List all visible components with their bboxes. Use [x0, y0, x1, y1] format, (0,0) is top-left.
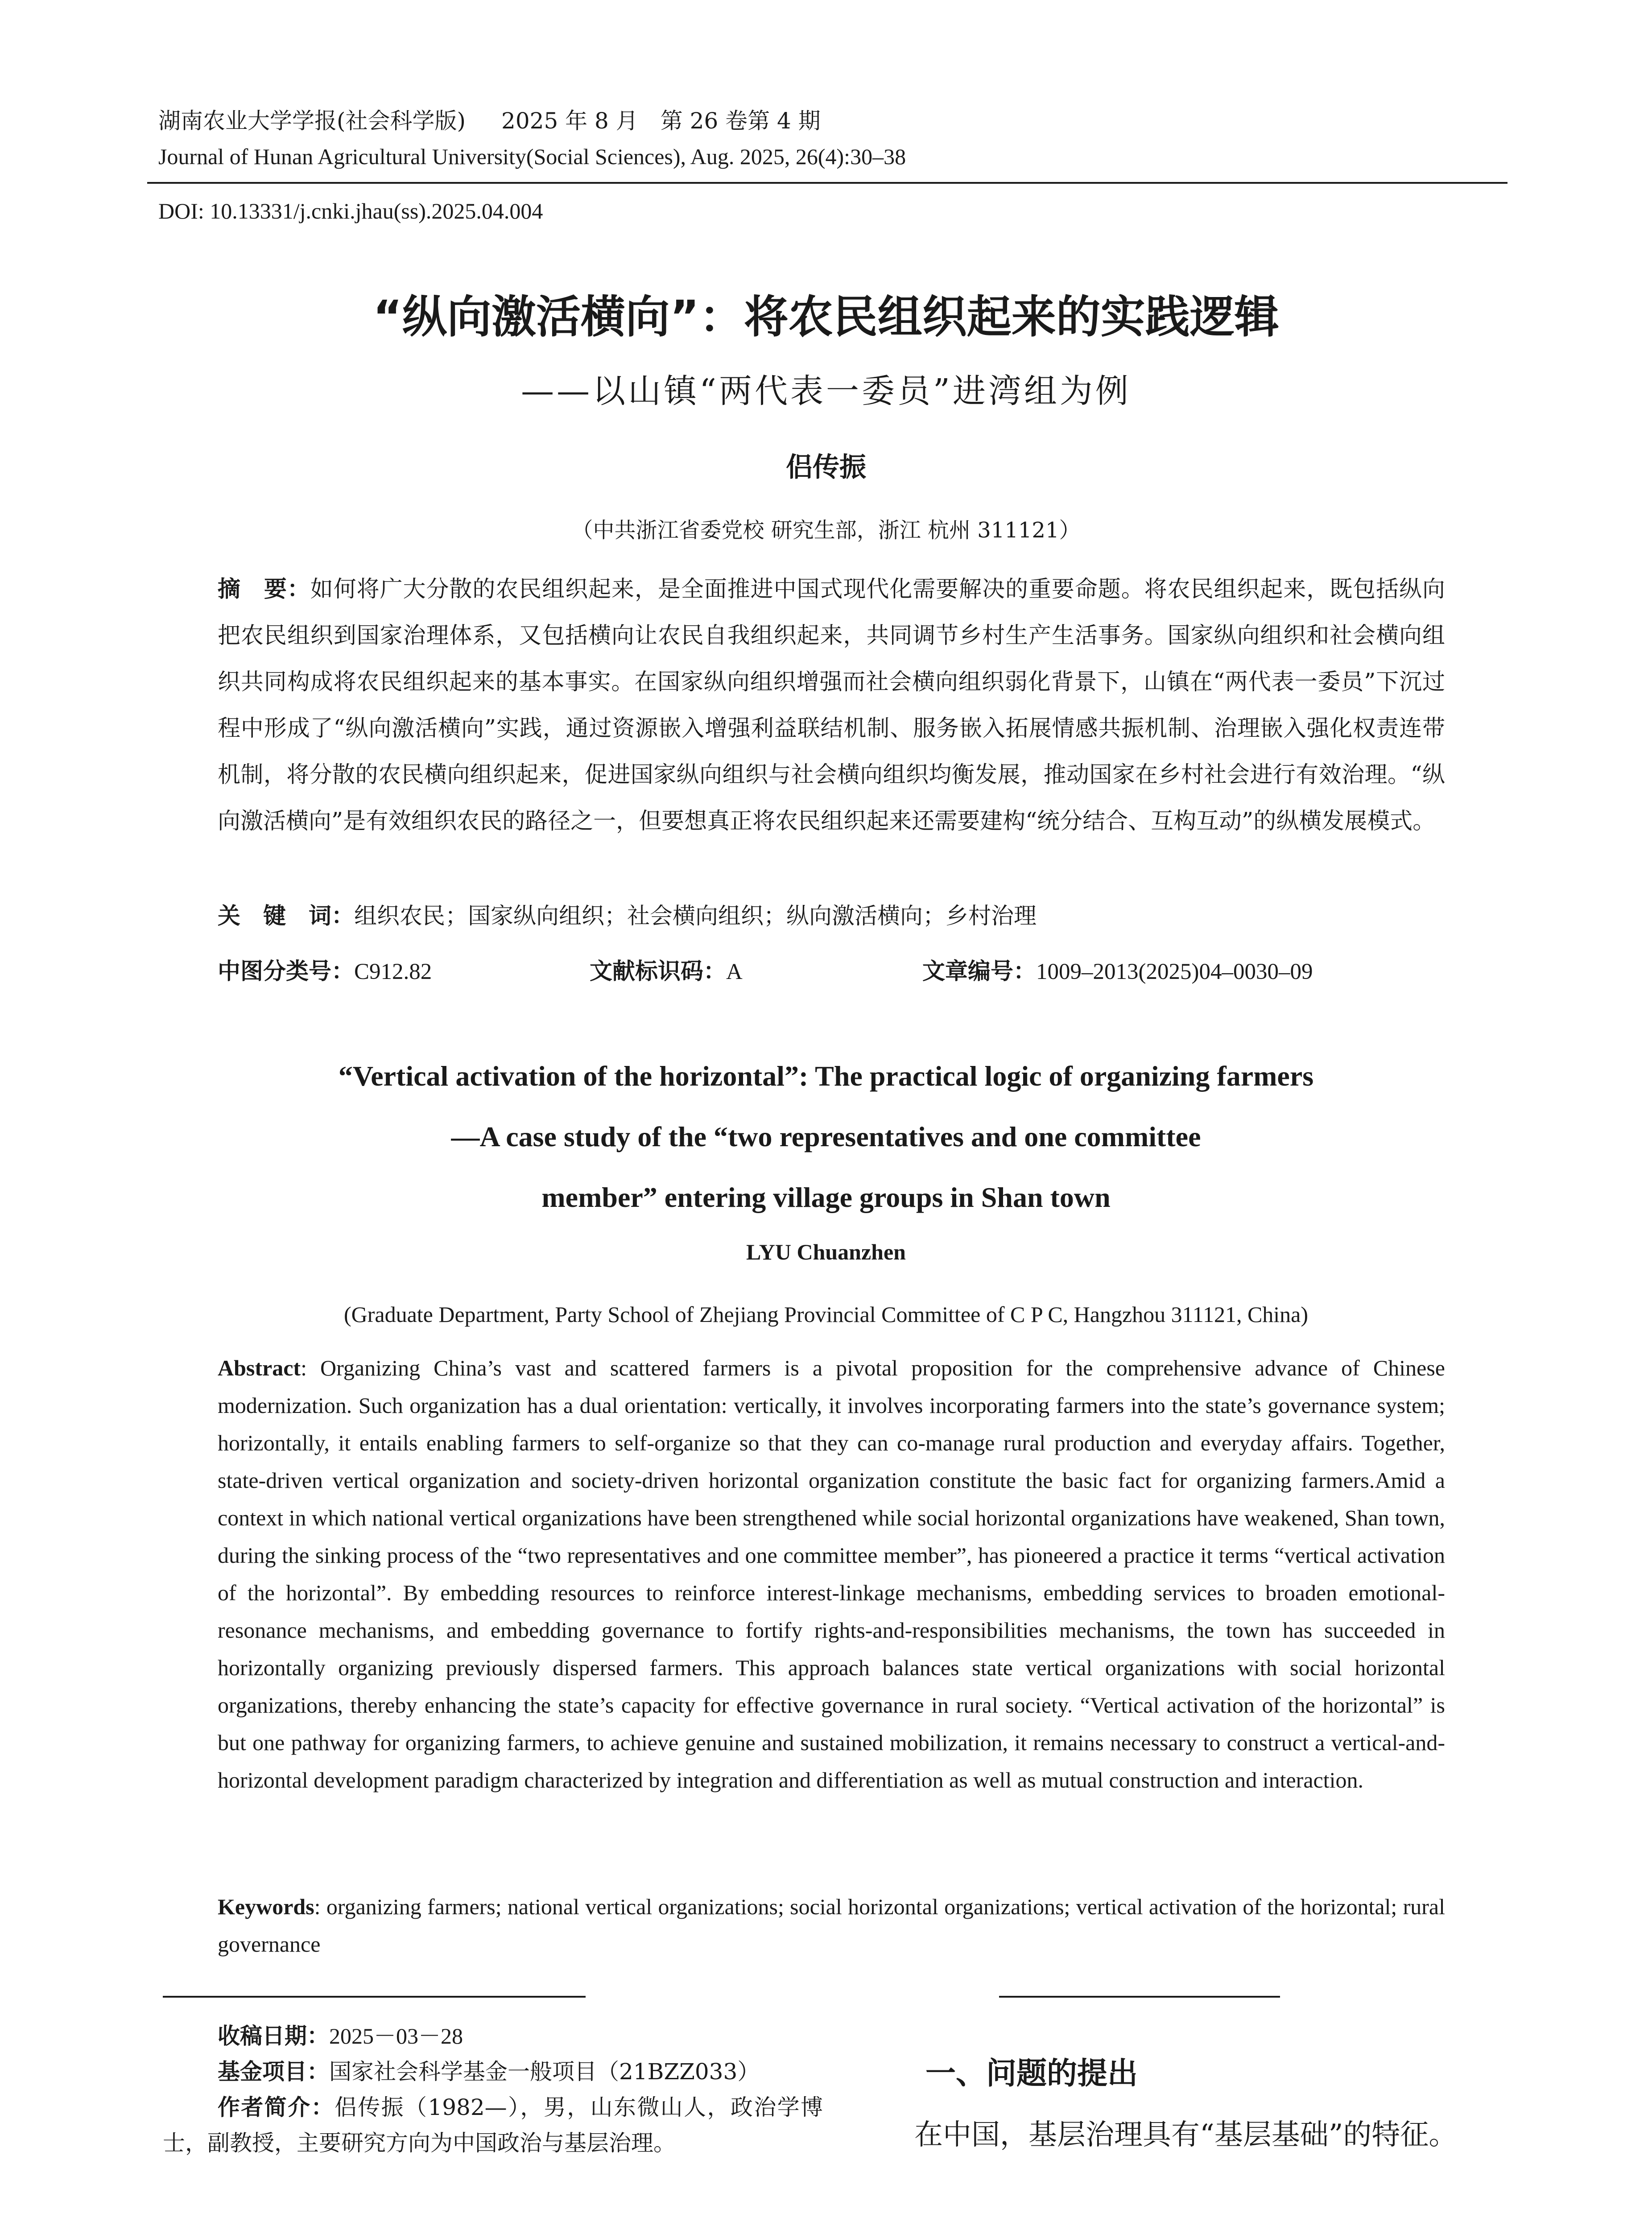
section1-first-line: 在中国，基层治理具有“基层基础”的特征。: [914, 2118, 1458, 2152]
title-en-line1: “Vertical activation of the horizontal”: The practical logic of organizing farmers: [338, 1060, 1314, 1092]
header-rule: [147, 182, 1507, 184]
abstract-en: [218, 1349, 1445, 1799]
journal-name-en: Journal of Hunan Agricultural University(Social Sciences), Aug. 2025, 26(4):30–38: [158, 144, 906, 169]
author-en: LYU Chuanzhen: [746, 1239, 906, 1264]
doc-label: 文献标识码：: [590, 958, 727, 985]
clc-label: 中图分类号：: [218, 958, 355, 985]
art-value: 1009–2013(2025)04–0030–09: [1036, 959, 1313, 984]
clc-value: C912.82: [354, 959, 432, 984]
document-code: [590, 953, 743, 986]
section-heading-1: 一、问题的提出: [925, 2056, 1138, 2091]
keywords-cn: [218, 897, 1037, 930]
journal-header-cn: [158, 106, 821, 136]
section-rule: [999, 1996, 1280, 1998]
keywords-cn-text: 组织农民；国家纵向组织；社会横向组织；纵向激活横向；乡村治理: [354, 903, 1037, 929]
abstract-cn-text: 如何将广大分散的农民组织起来，是全面推进中国式现代化需要解决的重要命题。将农民组织起来，既包括纵向把农民组织到国家治理体系，又包括横向让农民自我组织起来，共同调节乡村生产生活事务。国家纵向组织和社会横向组织共同构成将农民组织起来的基本事实。在国家纵向组织增强而社会横向组织弱化背景下，山镇在“两代表一委员”下沉过程中形成了“纵向激活横向”实践，通过资源嵌入增强利益联结机制、服务嵌入拓展情感共振机制、治理嵌入强化权责连带机制，将分散的农民横向组织起来，促进国家纵向组织与社会横向组织均衡发展，推动国家在乡村社会进行有效治理。“纵向激活横向”是有效组织农民的路径之一，但要想真正将农民组织起来还需要建构“统分结合、互构互动”的纵横发展模式。: [218, 576, 1445, 834]
keywords-cn-label: 关 键 词：: [218, 903, 355, 929]
affiliation-cn: （中共浙江省委党校 研究生部，浙江 杭州 311121）: [571, 518, 1081, 543]
clc-number: [218, 953, 432, 986]
paper-title-en: [0, 1046, 1652, 1228]
affiliation-en: (Graduate Department, Party School of Zhejiang Provincial Committee of C P C, Hangzhou 311121, China): [343, 1302, 1309, 1327]
fund-project: [218, 2054, 760, 2090]
keywords-en-text: : organizing farmers; national vertical organizations; social horizontal organizations; vertical activation of the horizontal; rural governance: [218, 1894, 1445, 1957]
paper-title-cn: “纵向激活横向”：将农民组织起来的实践逻辑: [373, 291, 1279, 343]
doc-value: A: [726, 959, 743, 984]
abstract-cn: [218, 566, 1445, 845]
journal-name-cn: 湖南农业大学学报(社会科学版): [158, 108, 466, 134]
keywords-en: [218, 1888, 1445, 1963]
fund-value: 国家社会科学基金一般项目（21BZZ033）: [329, 2059, 760, 2085]
art-label: 文章编号：: [922, 958, 1037, 985]
keywords-en-label: Keywords: [218, 1894, 314, 1919]
received-date: [218, 2018, 463, 2054]
bio-label: 作者简介：: [218, 2094, 335, 2120]
author-cn: 侣传振: [786, 452, 866, 483]
bio-value: 侣传振（1982—），男，山东微山人，政治学博士，副教授，主要研究方向为中国政治与基层治理。: [163, 2094, 823, 2156]
footnote-rule: [163, 1996, 586, 1998]
abstract-en-text: : Organizing China’s vast and scattered farmers is a pivotal proposition for the comprehensive advance of Chinese modernization. Such organization has a dual orientation: vertically, it involves incorporating farmers into the state’s governance system; horizontally, it entails enabling farmers to self-organize so that they can co-manage rural production and everyday affairs. Together, state-driven vertical organization and society-driven horizontal organization constitute the basic fact for organizing farmers.Amid a context in which national vertical organizations have been strengthened while social horizontal organizations have weakened, Shan town, during the sinking process of the “two representatives and one committee member”, has pioneered a practice it terms “vertical activation of the horizontal”. By embedding resources to reinforce interest-linkage mechanisms, embedding services to broaden emotional-resonance mechanisms, and embedding governance to fortify rights-and-responsibilities mechanisms, the town has succeeded in horizontally organizing previously dispersed farmers. This approach balances state vertical organizations with social horizontal organizations, thereby enhancing the state’s capacity for effective governance in rural society. “Vertical activation of the horizontal” is but one pathway for organizing farmers, to achieve genuine and sustained mobilization, it remains necessary to construct a vertical-and-horizontal development paradigm characterized by integration and differentiation as well as mutual construction and interaction.: [218, 1355, 1445, 1792]
doi: DOI: 10.13331/j.cnki.jhau(ss).2025.04.004: [158, 198, 543, 223]
received-label: 收稿日期：: [218, 2023, 329, 2049]
author-bio: [163, 2090, 823, 2161]
abstract-cn-label: 摘 要：: [218, 576, 310, 603]
fund-label: 基金项目：: [218, 2059, 329, 2085]
title-en-line3: member” entering village groups in Shan town: [541, 1181, 1111, 1213]
title-en-line2: —A case study of the “two representatives and one committee: [451, 1121, 1201, 1152]
received-value: 2025－03－28: [329, 2024, 463, 2048]
article-number: [922, 953, 1313, 986]
abstract-en-label: Abstract: [218, 1355, 301, 1380]
paper-subtitle-cn: ——以山镇“两代表一委员”进湾组为例: [521, 372, 1131, 410]
issue-info-cn: 2025 年 8 月 第 26 卷第 4 期: [501, 108, 821, 134]
